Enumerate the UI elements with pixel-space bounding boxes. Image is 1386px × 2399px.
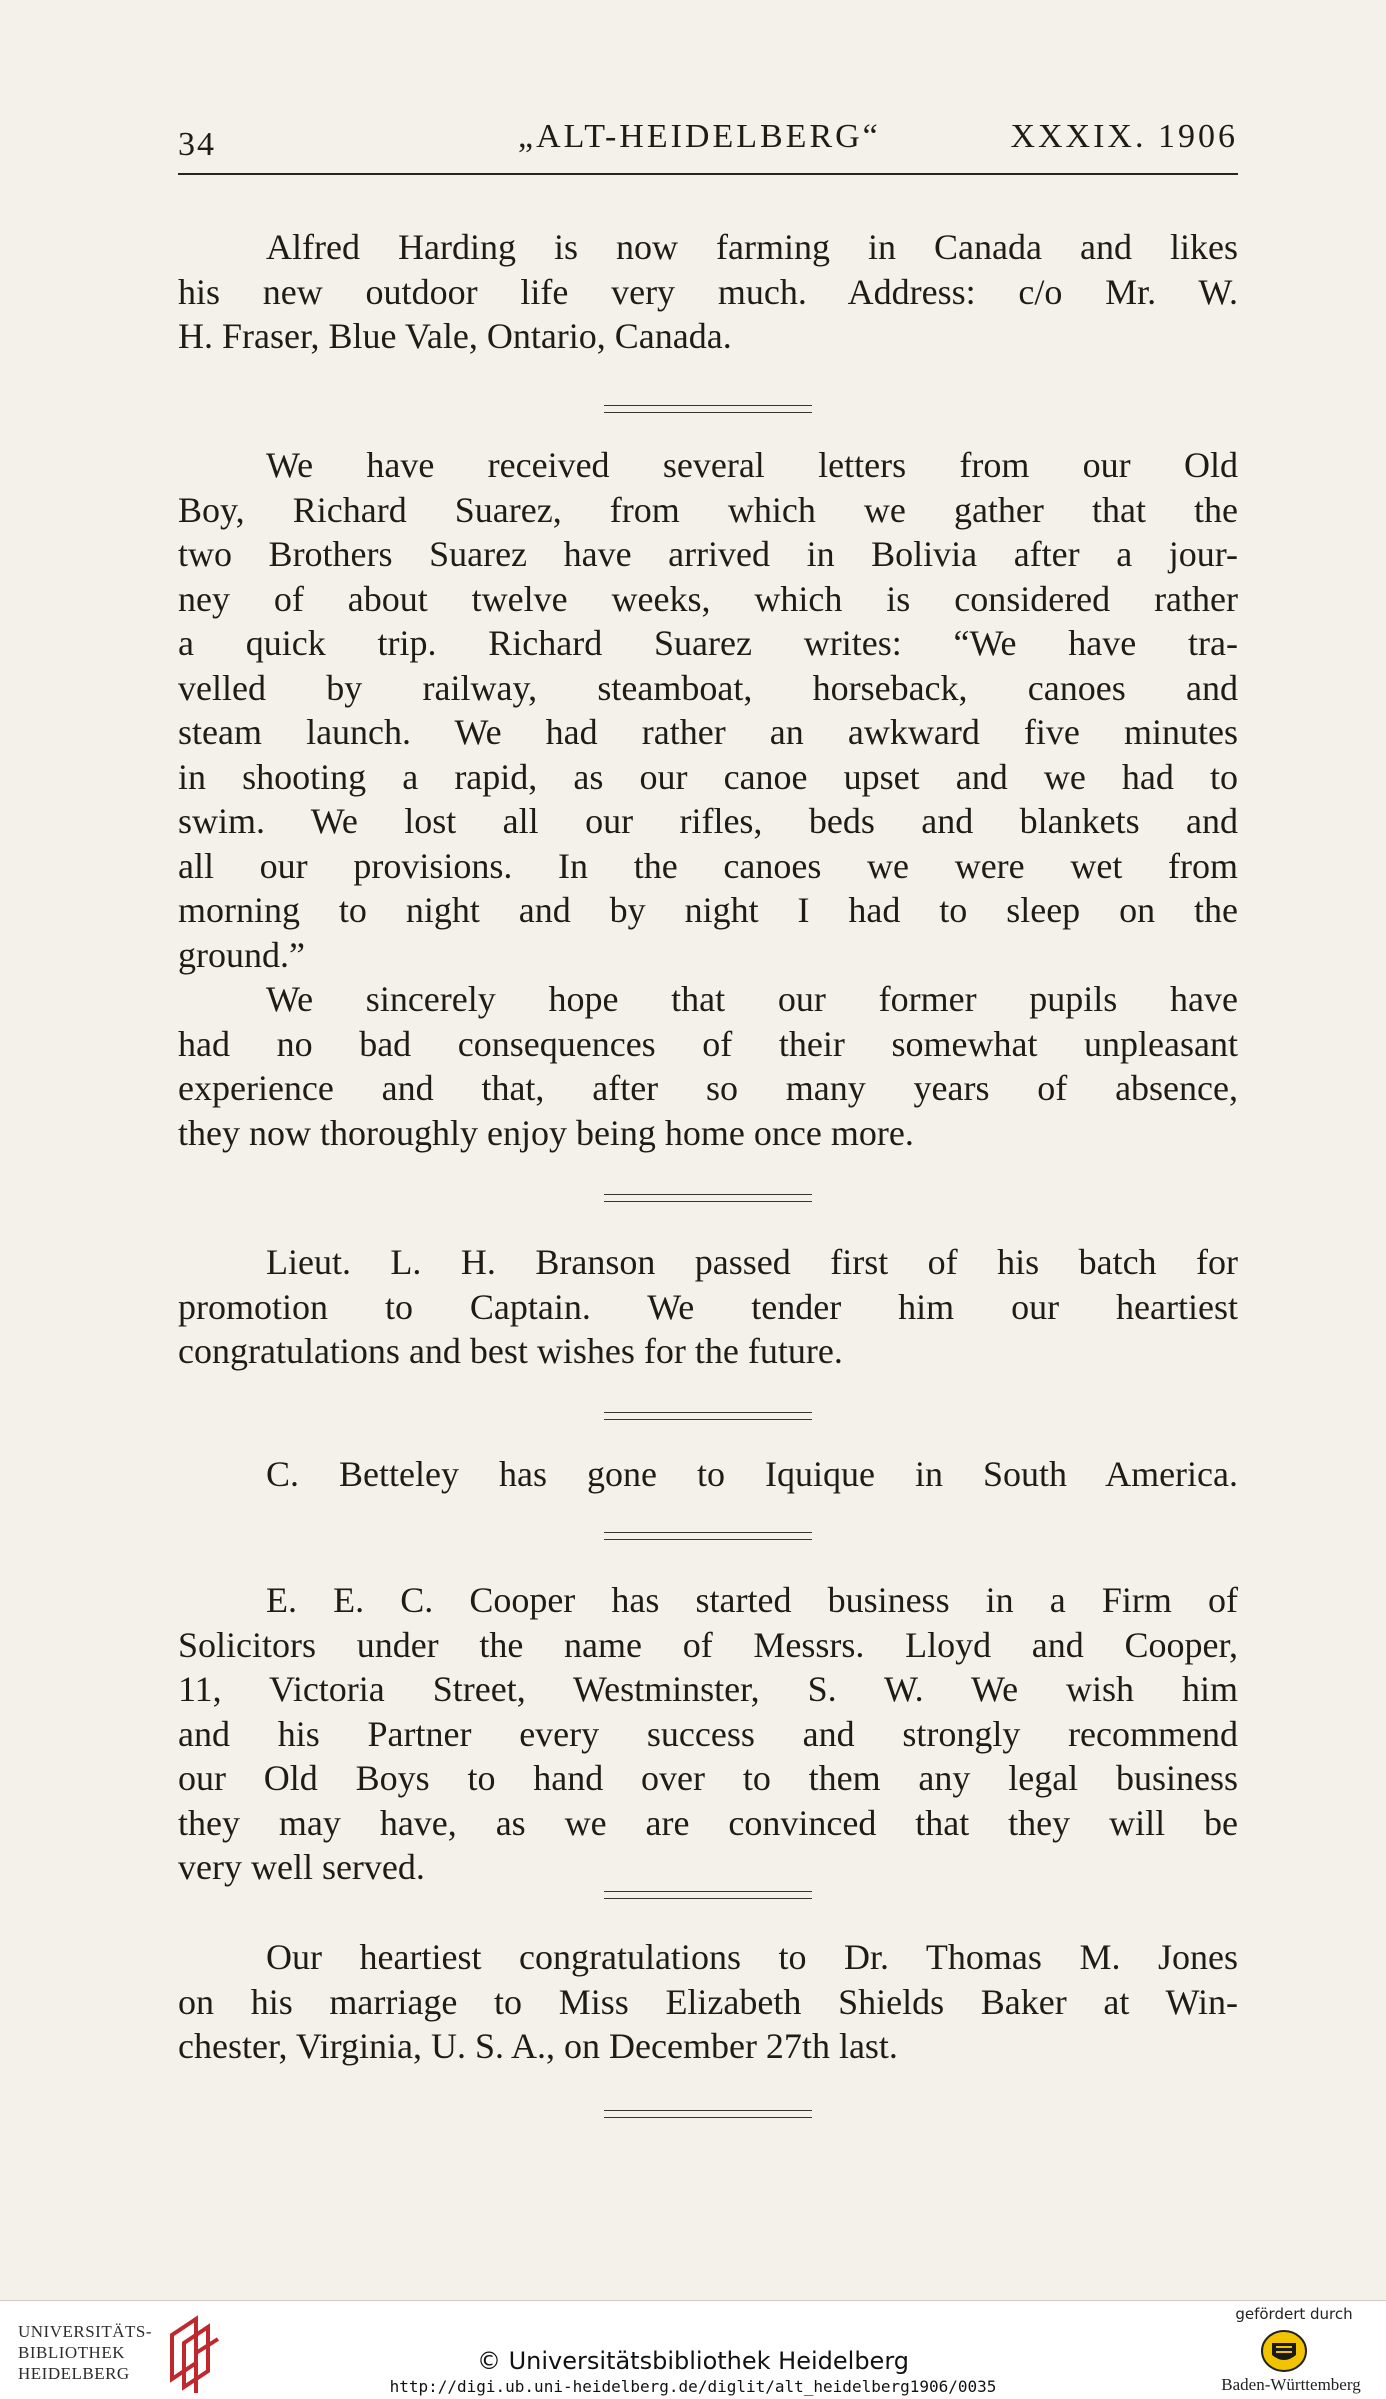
text-line: had no bad consequences of their somewhat unpleasant <box>178 1023 1238 1064</box>
volume-year: XXXIX. 1906 <box>1010 118 1238 155</box>
permalink[interactable]: http://digi.ub.uni-heidelberg.de/diglit/alt_heidelberg1906/0035 <box>389 2377 997 2396</box>
article-branson <box>178 1240 1238 1374</box>
library-name-line: BIBLIOTHEK <box>18 2343 125 2362</box>
text-line: his new outdoor life very much. Address: c/o Mr. W. <box>178 271 1238 312</box>
running-title: „ALT-HEIDELBERG“ <box>518 118 881 155</box>
text-line: H. Fraser, Blue Vale, Ontario, Canada. <box>178 316 732 356</box>
text-line: Boy, Richard Suarez, from which we gather that the <box>178 489 1238 530</box>
text-line: a quick trip. Richard Suarez writes: “We have tra- <box>178 623 1238 663</box>
text-line: C. Betteley has gone to Iquique in South America. <box>266 1454 1238 1494</box>
text-line: chester, Virginia, U. S. A., on December 27th last. <box>178 2026 898 2066</box>
text-line: morning to night and by night I had to sleep on the <box>178 890 1238 930</box>
text-line: We sincerely hope that our former pupils have <box>266 979 1238 1019</box>
text-line: velled by railway, steamboat, horseback, canoes and <box>178 667 1238 708</box>
text-line: they may have, as we are convinced that they will be <box>178 1802 1238 1843</box>
text-line: E. E. C. Cooper has started business in a Firm of <box>266 1580 1238 1620</box>
article-suarez <box>178 443 1238 1155</box>
section-separator <box>604 1194 812 1202</box>
section-separator <box>604 2110 812 2118</box>
section-separator <box>604 1891 812 1899</box>
funded-by-label: gefördert durch <box>1235 2305 1353 2323</box>
text-line: We have received several letters from our Old <box>266 445 1238 485</box>
section-separator <box>604 1412 812 1420</box>
viewer-footer <box>0 2300 1386 2399</box>
page-number: 34 <box>178 126 216 163</box>
library-name-line: HEIDELBERG <box>18 2364 130 2383</box>
header-rule <box>178 173 1238 175</box>
text-line: all our provisions. In the canoes we were wet from <box>178 845 1238 886</box>
text-line: experience and that, after so many years of absence, <box>178 1068 1238 1108</box>
text-line: Lieut. L. H. Branson passed first of his batch for <box>266 1242 1238 1282</box>
text-line: promotion to Captain. We tender him our heartiest <box>178 1286 1238 1327</box>
section-separator <box>604 1532 812 1540</box>
text-line: ground.” <box>178 934 305 975</box>
text-line: two Brothers Suarez have arrived in Bolivia after a jour- <box>178 534 1238 574</box>
funder-name: Baden-Württemberg <box>1221 2375 1361 2394</box>
text-line: swim. We lost all our rifles, beds and blankets and <box>178 801 1238 841</box>
text-line: very well served. <box>178 1847 425 1887</box>
library-logo-icon <box>166 2309 222 2395</box>
baden-wuerttemberg-crest-icon <box>1258 2327 1310 2375</box>
text-line: in shooting a rapid, as our canoe upset and we had to <box>178 756 1238 797</box>
library-name-line: UNIVERSITÄTS- <box>18 2322 152 2341</box>
text-line: steam launch. We had rather an awkward five minutes <box>178 712 1238 752</box>
library-name <box>18 2321 168 2384</box>
page-header <box>178 118 1238 174</box>
section-separator <box>604 405 812 413</box>
article-harding <box>178 225 1238 359</box>
text-line: 11, Victoria Street, Westminster, S. W. We wish him <box>178 1669 1238 1709</box>
text-line: Alfred Harding is now farming in Canada and likes <box>266 227 1238 267</box>
text-line: Solicitors under the name of Messrs. Lloyd and Cooper, <box>178 1624 1238 1665</box>
text-line: our Old Boys to hand over to them any legal business <box>178 1758 1238 1798</box>
copyright-notice: © Universitätsbibliothek Heidelberg <box>476 2347 909 2375</box>
text-line: on his marriage to Miss Elizabeth Shields Baker at Win- <box>178 1981 1238 2022</box>
text-line: congratulations and best wishes for the future. <box>178 1331 843 1371</box>
article-betteley <box>178 1452 1238 1497</box>
text-line: Our heartiest congratulations to Dr. Thomas M. Jones <box>266 1937 1238 1977</box>
text-line: ney of about twelve weeks, which is considered rather <box>178 578 1238 619</box>
article-jones <box>178 1935 1238 2069</box>
text-line: and his Partner every success and strongly recommend <box>178 1713 1238 1754</box>
text-line: they now thoroughly enjoy being home once more. <box>178 1112 914 1153</box>
article-cooper <box>178 1578 1238 1890</box>
